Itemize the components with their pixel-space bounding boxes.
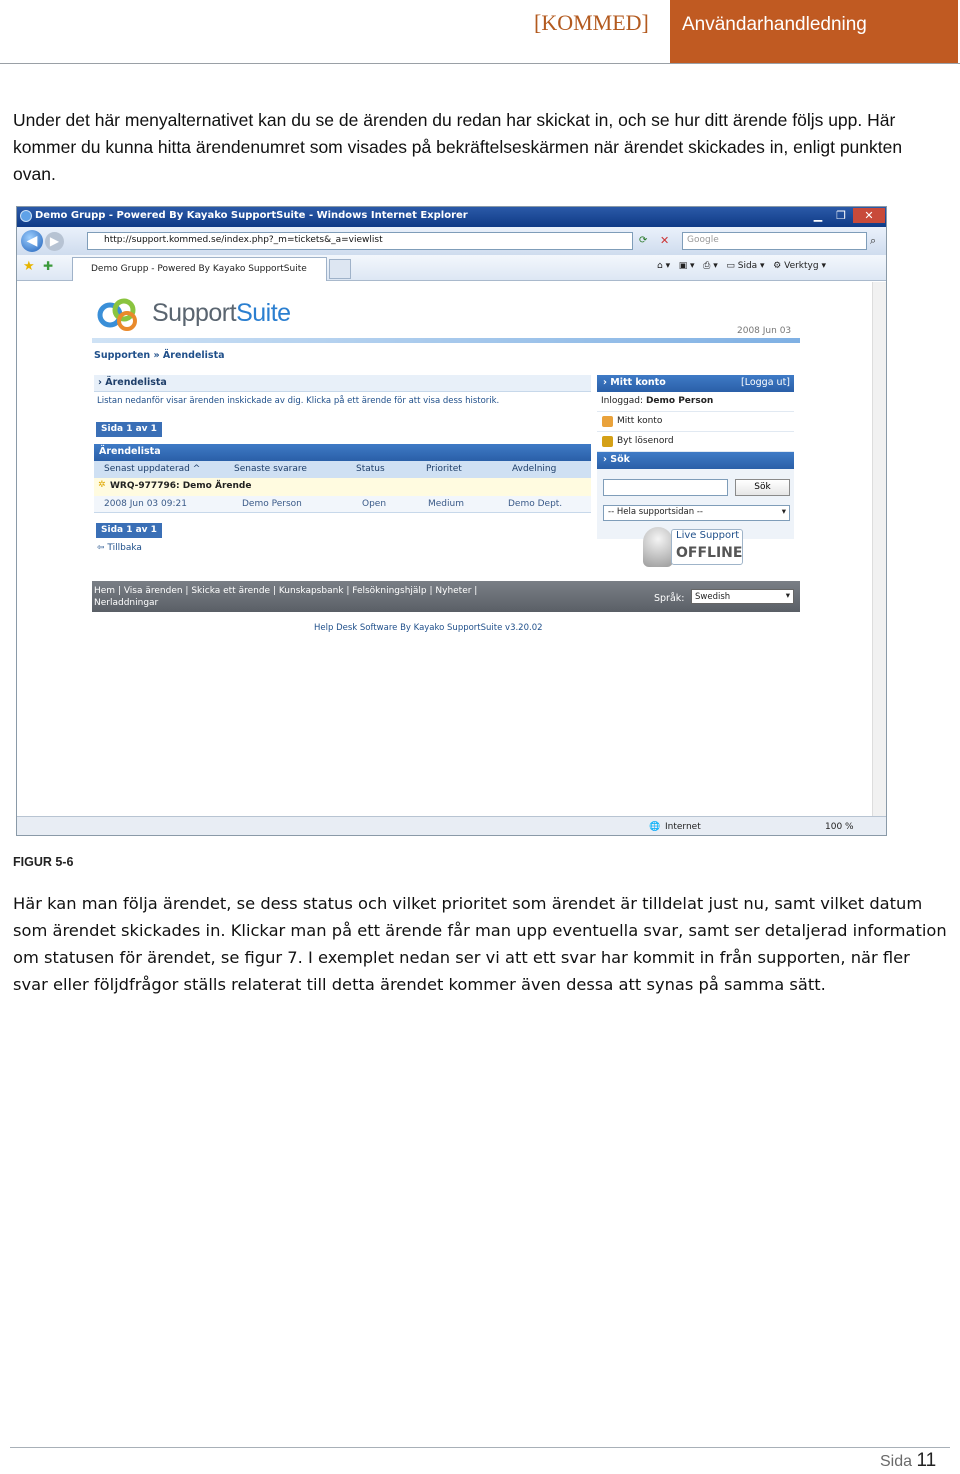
back-arrow-icon: ⇦ [97, 543, 108, 553]
minimize-icon[interactable]: ▁ [813, 209, 823, 222]
page-menu[interactable]: ▭ Sida ▾ [726, 261, 765, 271]
ticket-star-icon: ✲ [98, 480, 106, 490]
ticket-table-header [94, 461, 591, 478]
ticket-list-description: Listan nedanför visar ärenden inskickade av dig. Klicka på ett ärende för att visa dess historik. [97, 396, 500, 406]
breadcrumb-bar [92, 338, 800, 343]
search-scope-select[interactable]: -- Hela supportsidan -- ▾ [603, 505, 790, 521]
my-account-link[interactable]: Mitt konto [597, 412, 794, 432]
back-link[interactable]: ⇦ Tillbaka [97, 543, 142, 553]
brand-label: [KOMMED] [534, 10, 649, 35]
ticket-department: Demo Dept. [508, 499, 563, 509]
page-footer: Sida 11 [880, 1450, 937, 1471]
search-input[interactable]: Google [682, 232, 867, 250]
ticket-table-title: Ärendelista [94, 444, 591, 461]
globe-icon: 🌐 [649, 822, 661, 832]
user-icon [602, 416, 613, 427]
ticket-status: Open [362, 499, 387, 509]
ticket-list-heading: › Ärendelista [94, 375, 591, 392]
table-row[interactable] [94, 496, 591, 513]
back-icon[interactable]: ◀ [21, 230, 43, 252]
close-icon[interactable]: ✕ [853, 208, 885, 223]
favorites-star-icon[interactable]: ★ [23, 259, 35, 274]
search-icon[interactable]: ⌕ [870, 234, 877, 247]
live-support-label: Live Support [676, 530, 740, 541]
ticket-list-panel [94, 375, 591, 406]
ticket-replier: Demo Person [242, 499, 302, 509]
page-indicator-bottom: Sida 1 av 1 [96, 523, 162, 538]
live-support-status: OFFLINE [676, 545, 743, 561]
zoom-level[interactable]: 100 % [825, 822, 854, 832]
navigation-bar [17, 227, 887, 255]
column-priority[interactable]: Prioritet [426, 464, 462, 474]
live-support-badge[interactable] [643, 525, 746, 569]
powered-by-text[interactable]: Help Desk Software By Kayako SupportSuite v3.20.02 [314, 623, 543, 633]
key-icon [602, 436, 613, 447]
column-last-updated[interactable]: Senast uppdaterad ^ [104, 464, 201, 474]
vertical-scrollbar[interactable] [872, 282, 887, 816]
window-titlebar [17, 207, 887, 227]
logged-in-info: Inloggad: Demo Person [597, 392, 794, 412]
footer-navigation [92, 581, 800, 612]
security-zone: Internet [665, 822, 701, 832]
maximize-icon[interactable]: ❐ [836, 209, 846, 222]
ie-icon [20, 210, 32, 222]
ticket-subject[interactable]: WRQ-977796: Demo Ärende [110, 481, 252, 491]
footer-divider [10, 1447, 950, 1448]
browser-screenshot [16, 206, 887, 836]
window-title: Demo Grupp - Powered By Kayako SupportSuite - Windows Internet Explorer [35, 210, 468, 221]
browser-tab[interactable]: Demo Grupp - Powered By Kayako SupportSuite [72, 257, 327, 281]
language-select[interactable]: Swedish ▾ [691, 589, 794, 604]
search-button[interactable]: Sök [735, 479, 790, 496]
ticket-table [94, 444, 591, 513]
new-tab-button[interactable] [329, 259, 351, 279]
feeds-icon[interactable]: ▣ ▾ [678, 261, 695, 271]
ticket-date: 2008 Jun 03 09:21 [104, 499, 187, 509]
ticket-priority: Medium [428, 499, 464, 509]
page-header [0, 0, 960, 64]
favorites-bar [17, 255, 887, 281]
home-icon[interactable]: ⌂ ▾ [657, 261, 671, 271]
footer-nav-downloads[interactable]: Nerladdningar [94, 598, 159, 608]
account-heading: › Mitt konto [Logga ut] [597, 375, 794, 392]
print-icon[interactable]: ⎙ ▾ [703, 261, 718, 271]
page-number: 11 [916, 1450, 937, 1471]
column-last-replier[interactable]: Senaste svarare [234, 464, 307, 474]
support-person-icon [643, 527, 673, 567]
status-bar [17, 816, 887, 836]
breadcrumb[interactable]: Supporten » Ärendelista [94, 350, 225, 361]
account-panel [597, 375, 794, 539]
address-bar[interactable]: http://support.kommed.se/index.php?_m=tickets&_a=viewlist [87, 232, 633, 250]
figure-caption: FIGUR 5-6 [13, 855, 74, 869]
footer-nav-links[interactable]: Hem | Visa ärenden | Skicka ett ärende | Kunskapsbank | Felsökningshjälp | Nyheter | [94, 586, 478, 596]
body-paragraph: Här kan man följa ärendet, se dess status och vilket prioritet som ärendet är tilldelat just nu, samt vilket datum som ärendet skickades in. Klickar man på ett ärende får man upp eventuella svar, samt ser detaljerad information om statusen för ärendet, se figur 7. I exemplet nedan ser vi att ett svar har kommit in från supporten, när fler svar eller följdfrågor ställs relaterat till detta ärendet kommer även dessa att synas på samma sätt. [13, 894, 947, 994]
tools-menu[interactable]: ⚙ Verktyg ▾ [773, 261, 826, 271]
page-date: 2008 Jun 03 [737, 326, 792, 336]
supportsuite-logo-icon [97, 297, 142, 333]
change-password-link[interactable]: Byt lösenord [597, 432, 794, 452]
support-search-input[interactable] [603, 479, 728, 496]
intro-paragraph: Under det här menyalternativet kan du se de ärenden du redan har skickat in, och se hur ditt ärende följs upp. Här kommer du kunna hitta ärendenumret som visades på bekräftelseskärmen när ärendet skickades in, enligt punkten ovan. [13, 110, 903, 184]
logout-link[interactable]: [Logga ut] [741, 377, 790, 388]
ticket-subject-row[interactable] [94, 478, 591, 496]
command-bar [657, 261, 826, 271]
column-status[interactable]: Status [356, 464, 385, 474]
column-department[interactable]: Avdelning [512, 464, 557, 474]
forward-icon[interactable]: ▶ [45, 232, 64, 251]
search-heading: › Sök [597, 452, 794, 469]
refresh-icon[interactable]: ⟳ [639, 235, 648, 246]
chevron-down-icon: ▾ [785, 591, 790, 601]
language-label: Språk: [654, 593, 685, 604]
header-title: Användarhandledning [670, 0, 958, 63]
logo-text: SupportSuite [152, 299, 291, 327]
page-indicator-top: Sida 1 av 1 [96, 422, 162, 437]
chevron-down-icon: ▾ [781, 507, 786, 517]
add-favorite-icon[interactable]: ✚ [43, 259, 54, 273]
stop-icon[interactable]: ✕ [660, 234, 670, 247]
